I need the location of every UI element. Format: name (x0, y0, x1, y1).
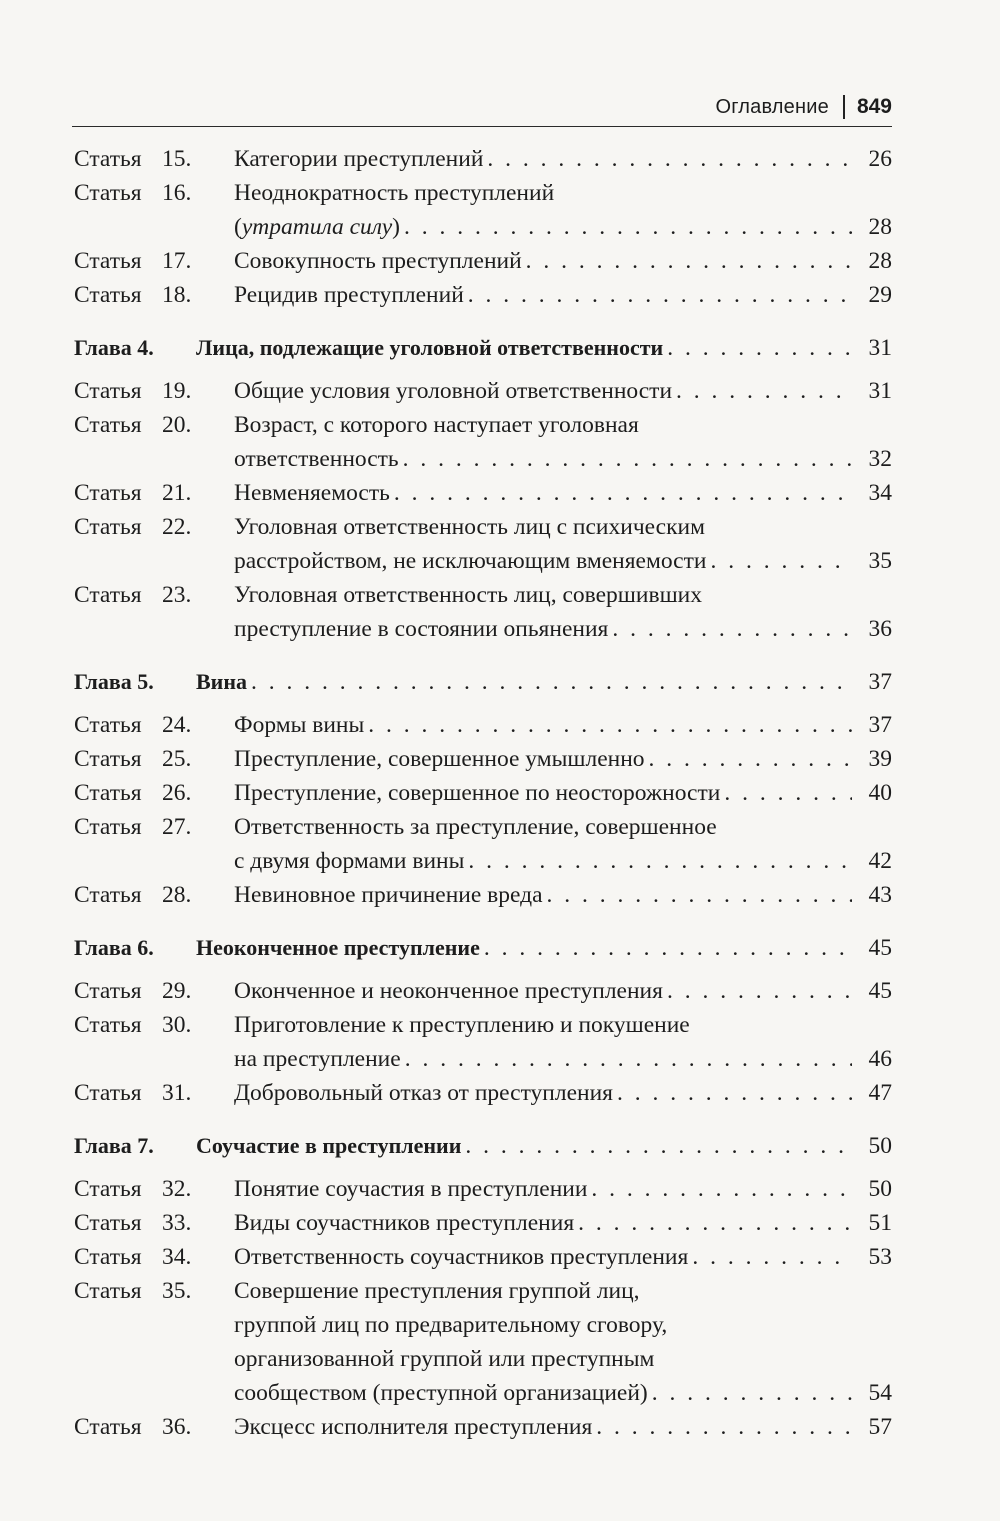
entry-title-text: Приготовление к преступлению и покушение (234, 1012, 690, 1038)
article-label (74, 844, 162, 878)
entry-title-text: Преступление, совершенное по неосторожности (234, 780, 721, 806)
entry-title (196, 1129, 852, 1163)
entry-title-text: Виды соучастников преступления (234, 1210, 575, 1236)
entry-title (234, 1206, 852, 1240)
toc-line (74, 142, 892, 176)
article-number: 16. (162, 180, 192, 206)
entry-title (234, 1274, 852, 1308)
article-label (74, 1042, 162, 1076)
entry-page-number: 37 (868, 669, 892, 695)
leader-dots (461, 1129, 852, 1163)
entry-title (234, 510, 852, 544)
article-number: 28. (162, 882, 192, 908)
entry-title (234, 1342, 852, 1376)
leader-dots (480, 931, 852, 965)
toc-article[interactable] (74, 578, 892, 646)
entry-page-number: 47 (868, 1080, 892, 1106)
entry-title (234, 776, 852, 810)
toc-line (74, 776, 892, 810)
toc-line (74, 665, 892, 699)
toc-line (74, 844, 892, 878)
table-of-contents (74, 142, 892, 1444)
toc-line (74, 1206, 892, 1240)
leader-dots (390, 476, 852, 510)
article-label: Статья (74, 814, 142, 840)
toc-article[interactable] (74, 374, 892, 408)
article-number: 29. (162, 978, 192, 1004)
toc-article[interactable] (74, 278, 892, 312)
leader-dots (663, 974, 852, 1008)
article-label: Статья (74, 746, 142, 772)
article-number: 34. (162, 1244, 192, 1270)
entry-page-number: 57 (868, 1414, 892, 1440)
article-number: 32. (162, 1176, 192, 1202)
toc-article[interactable] (74, 1076, 892, 1110)
toc-line (74, 1008, 892, 1042)
article-label: Статья (74, 480, 142, 506)
entry-page-number: 36 (868, 616, 892, 642)
leader-dots (247, 665, 852, 699)
chapter-label: Глава 4. (74, 335, 154, 360)
toc-line (74, 742, 892, 776)
entry-page-number: 34 (868, 480, 892, 506)
entry-title-text: с двумя формами вины (234, 848, 465, 874)
toc-line (74, 1129, 892, 1163)
toc-line (74, 931, 892, 965)
entry-title-text: Возраст, с которого наступает уголовная (234, 412, 639, 438)
toc-article[interactable] (74, 974, 892, 1008)
entry-page-number: 28 (868, 248, 892, 274)
article-number: 18. (162, 282, 192, 308)
article-label (74, 544, 162, 578)
article-number: 19. (162, 378, 192, 404)
running-header (72, 88, 892, 127)
article-number: 36. (162, 1414, 192, 1440)
entry-page-number: 45 (868, 978, 892, 1004)
article-number: 26. (162, 780, 192, 806)
article-number (162, 1342, 234, 1376)
entry-title-text: Невменяемость (234, 480, 390, 506)
article-label: Статья (74, 282, 142, 308)
leader-dots (400, 210, 852, 244)
entry-title (234, 1172, 852, 1206)
leader-dots (648, 1376, 852, 1410)
toc-article[interactable] (74, 708, 892, 742)
toc-line (74, 1342, 892, 1376)
entry-title (234, 878, 852, 912)
leader-dots (688, 1240, 852, 1274)
entry-page-number: 51 (868, 1210, 892, 1236)
article-number: 24. (162, 712, 192, 738)
article-number: 21. (162, 480, 192, 506)
entry-title-text: на преступление (234, 1046, 401, 1072)
entry-title-text: Формы вины (234, 712, 365, 738)
entry-page-number (852, 1008, 892, 1042)
toc-article[interactable] (74, 176, 892, 244)
entry-title-text: Ответственность за преступление, совершенное (234, 814, 717, 840)
toc-article[interactable] (74, 776, 892, 810)
entry-title (234, 1008, 852, 1042)
chapter-label: Глава 5. (74, 669, 154, 694)
entry-title-text: Уголовная ответственность лиц с психическим (234, 514, 705, 540)
entry-title (234, 1042, 852, 1076)
leader-dots (522, 244, 852, 278)
article-number (162, 544, 234, 578)
leader-dots (464, 278, 852, 312)
toc-article[interactable] (74, 408, 892, 476)
entry-title-text: преступление в состоянии опьянения (234, 616, 609, 642)
entry-title-text: расстройством, не исключающим вменяемости (234, 548, 707, 574)
toc-line (74, 578, 892, 612)
entry-title-text: Эксцесс исполнителя преступления (234, 1414, 593, 1440)
entry-title (234, 244, 852, 278)
entry-page-number: 32 (868, 446, 892, 472)
toc-article[interactable] (74, 810, 892, 878)
toc-line (74, 708, 892, 742)
article-number: 33. (162, 1210, 192, 1236)
entry-title-text: Невиновное причинение вреда (234, 882, 543, 908)
entry-page-number: 50 (868, 1133, 892, 1159)
toc-line (74, 878, 892, 912)
entry-title-text: сообществом (преступной организацией) (234, 1380, 648, 1406)
header-separator (843, 95, 845, 119)
article-label: Статья (74, 248, 142, 274)
entry-title-text: ответственность (234, 446, 399, 472)
toc-line (74, 1376, 892, 1410)
entry-title-text: Общие условия уголовной ответственности (234, 378, 673, 404)
toc-line (74, 974, 892, 1008)
toc-line (74, 1274, 892, 1308)
entry-title (196, 331, 852, 365)
leader-dots (574, 1206, 852, 1240)
entry-page-number: 43 (868, 882, 892, 908)
chapter-label: Глава 7. (74, 1133, 154, 1158)
chapter-label: Глава 6. (74, 935, 154, 960)
entry-title-text: Соучастие в преступлении (196, 1133, 462, 1158)
entry-title (234, 1410, 852, 1444)
leader-dots (645, 742, 852, 776)
repealed-note: утратила силу (241, 214, 393, 240)
entry-title (234, 278, 852, 312)
toc-article[interactable] (74, 510, 892, 578)
article-label (74, 210, 162, 244)
entry-page-number (852, 1274, 892, 1308)
entry-page-number: 31 (868, 378, 892, 404)
toc-chapter[interactable] (74, 665, 892, 699)
article-label: Статья (74, 1012, 142, 1038)
entry-title-text: группой лиц по предварительному сговору, (234, 1312, 668, 1338)
article-label: Статья (74, 712, 142, 738)
leader-dots (587, 1172, 852, 1206)
article-label: Статья (74, 180, 142, 206)
entry-page-number: 35 (868, 548, 892, 574)
leader-dots (401, 1042, 852, 1076)
leader-dots (483, 142, 852, 176)
entry-title (234, 844, 852, 878)
toc-line (74, 1240, 892, 1274)
leader-dots (706, 544, 852, 578)
toc-line (74, 244, 892, 278)
toc-article[interactable] (74, 1008, 892, 1076)
entry-page-number: 54 (868, 1380, 892, 1406)
leader-dots (608, 612, 852, 646)
article-label (74, 1308, 162, 1342)
toc-article[interactable] (74, 1274, 892, 1410)
toc-line (74, 1172, 892, 1206)
entry-title (234, 476, 852, 510)
article-number (162, 210, 234, 244)
article-number (162, 1042, 234, 1076)
entry-title (234, 408, 852, 442)
entry-title-text: (утратила силу) (234, 214, 400, 240)
entry-page-number: 45 (868, 935, 892, 961)
article-label: Статья (74, 1278, 142, 1304)
toc-line (74, 1308, 892, 1342)
article-number: 17. (162, 248, 192, 274)
article-label: Статья (74, 1414, 142, 1440)
toc-line (74, 1042, 892, 1076)
leader-dots (364, 708, 852, 742)
toc-line (74, 1410, 892, 1444)
entry-title-text: Добровольный отказ от преступления (234, 1080, 613, 1106)
toc-line (74, 374, 892, 408)
toc-line (74, 176, 892, 210)
entry-title (234, 974, 852, 1008)
entry-title-text: Совокупность преступлений (234, 248, 522, 274)
toc-article[interactable] (74, 1206, 892, 1240)
toc-line (74, 544, 892, 578)
page-number: 849 (856, 95, 892, 118)
article-label: Статья (74, 412, 142, 438)
toc-article[interactable] (74, 1172, 892, 1206)
entry-title-text: Неоконченное преступление (196, 935, 480, 960)
article-label: Статья (74, 514, 142, 540)
entry-title-text: организованной группой или преступным (234, 1346, 655, 1372)
entry-title-text: Неоднократность преступлений (234, 180, 555, 206)
toc-line (74, 442, 892, 476)
entry-title-text: Совершение преступления группой лиц, (234, 1278, 640, 1304)
entry-title-text: Преступление, совершенное умышленно (234, 746, 645, 772)
article-label (74, 1376, 162, 1410)
toc-chapter[interactable] (74, 931, 892, 965)
entry-page-number: 39 (868, 746, 892, 772)
article-number: 31. (162, 1080, 192, 1106)
toc-line (74, 810, 892, 844)
toc-line (74, 331, 892, 365)
article-label: Статья (74, 582, 142, 608)
entry-page-number (852, 810, 892, 844)
toc-chapter[interactable] (74, 331, 892, 365)
toc-article[interactable] (74, 142, 892, 176)
entry-title (234, 210, 852, 244)
entry-page-number (852, 408, 892, 442)
entry-title-text: Ответственность соучастников преступления (234, 1244, 689, 1270)
article-label: Статья (74, 978, 142, 1004)
entry-title (234, 708, 852, 742)
toc-article[interactable] (74, 742, 892, 776)
article-label (74, 1342, 162, 1376)
toc-line (74, 476, 892, 510)
entry-title (234, 1076, 852, 1110)
entry-title (234, 578, 852, 612)
article-number: 35. (162, 1278, 192, 1304)
entry-title (196, 931, 852, 965)
entry-page-number: 31 (868, 335, 892, 361)
article-number (162, 844, 234, 878)
entry-title (234, 1308, 852, 1342)
toc-article[interactable] (74, 878, 892, 912)
toc-line (74, 612, 892, 646)
article-label: Статья (74, 146, 142, 172)
toc-line (74, 1076, 892, 1110)
entry-title-text: Вина (196, 669, 248, 694)
entry-title (234, 374, 852, 408)
leader-dots (592, 1410, 852, 1444)
entry-page-number: 50 (868, 1176, 892, 1202)
article-label: Статья (74, 780, 142, 806)
entry-page-number: 26 (868, 146, 892, 172)
toc-article[interactable] (74, 244, 892, 278)
toc-article[interactable] (74, 476, 892, 510)
article-number: 20. (162, 412, 192, 438)
article-number (162, 612, 234, 646)
entry-page-number (852, 578, 892, 612)
leader-dots (464, 844, 852, 878)
entry-title-text: Категории преступлений (234, 146, 484, 172)
article-label: Статья (74, 1244, 142, 1270)
article-label: Статья (74, 378, 142, 404)
entry-page-number: 29 (868, 282, 892, 308)
entry-title (234, 142, 852, 176)
leader-dots (672, 374, 852, 408)
entry-title (234, 176, 852, 210)
leader-dots (613, 1076, 852, 1110)
toc-line (74, 278, 892, 312)
entry-title (196, 665, 852, 699)
leader-dots (543, 878, 852, 912)
article-number: 27. (162, 814, 192, 840)
entry-page-number: 53 (868, 1244, 892, 1270)
entry-page-number: 28 (868, 214, 892, 240)
leader-dots (399, 442, 852, 476)
entry-title (234, 442, 852, 476)
entry-title-text: Рецидив преступлений (234, 282, 464, 308)
entry-page-number (852, 1308, 892, 1342)
toc-line (74, 510, 892, 544)
entry-title (234, 810, 852, 844)
article-label (74, 442, 162, 476)
entry-title-text: Оконченное и неоконченное преступления (234, 978, 663, 1004)
article-number (162, 1376, 234, 1410)
toc-line (74, 408, 892, 442)
entry-page-number: 46 (868, 1046, 892, 1072)
article-number (162, 442, 234, 476)
article-number: 23. (162, 582, 192, 608)
toc-line (74, 210, 892, 244)
section-title: Оглавление (715, 95, 829, 118)
toc-article[interactable] (74, 1240, 892, 1274)
article-label: Статья (74, 1210, 142, 1236)
leader-dots (663, 331, 852, 365)
entry-title-text: Лица, подлежащие уголовной ответственности (196, 335, 664, 360)
toc-article[interactable] (74, 1410, 892, 1444)
article-number (162, 1308, 234, 1342)
article-number: 15. (162, 146, 192, 172)
entry-title (234, 1376, 852, 1410)
article-number: 30. (162, 1012, 192, 1038)
entry-page-number: 42 (868, 848, 892, 874)
entry-page-number (852, 176, 892, 210)
leader-dots (720, 776, 852, 810)
article-label: Статья (74, 882, 142, 908)
entry-title (234, 612, 852, 646)
entry-title (234, 544, 852, 578)
article-label: Статья (74, 1176, 142, 1202)
entry-title-text: Понятие соучастия в преступлении (234, 1176, 588, 1202)
entry-page-number: 40 (868, 780, 892, 806)
entry-page-number (852, 510, 892, 544)
article-number: 25. (162, 746, 192, 772)
entry-page-number: 37 (868, 712, 892, 738)
entry-page-number (852, 1342, 892, 1376)
article-number: 22. (162, 514, 192, 540)
entry-title-text: Уголовная ответственность лиц, совершивших (234, 582, 702, 608)
article-label: Статья (74, 1080, 142, 1106)
entry-title (234, 742, 852, 776)
toc-chapter[interactable] (74, 1129, 892, 1163)
entry-title (234, 1240, 852, 1274)
article-label (74, 612, 162, 646)
